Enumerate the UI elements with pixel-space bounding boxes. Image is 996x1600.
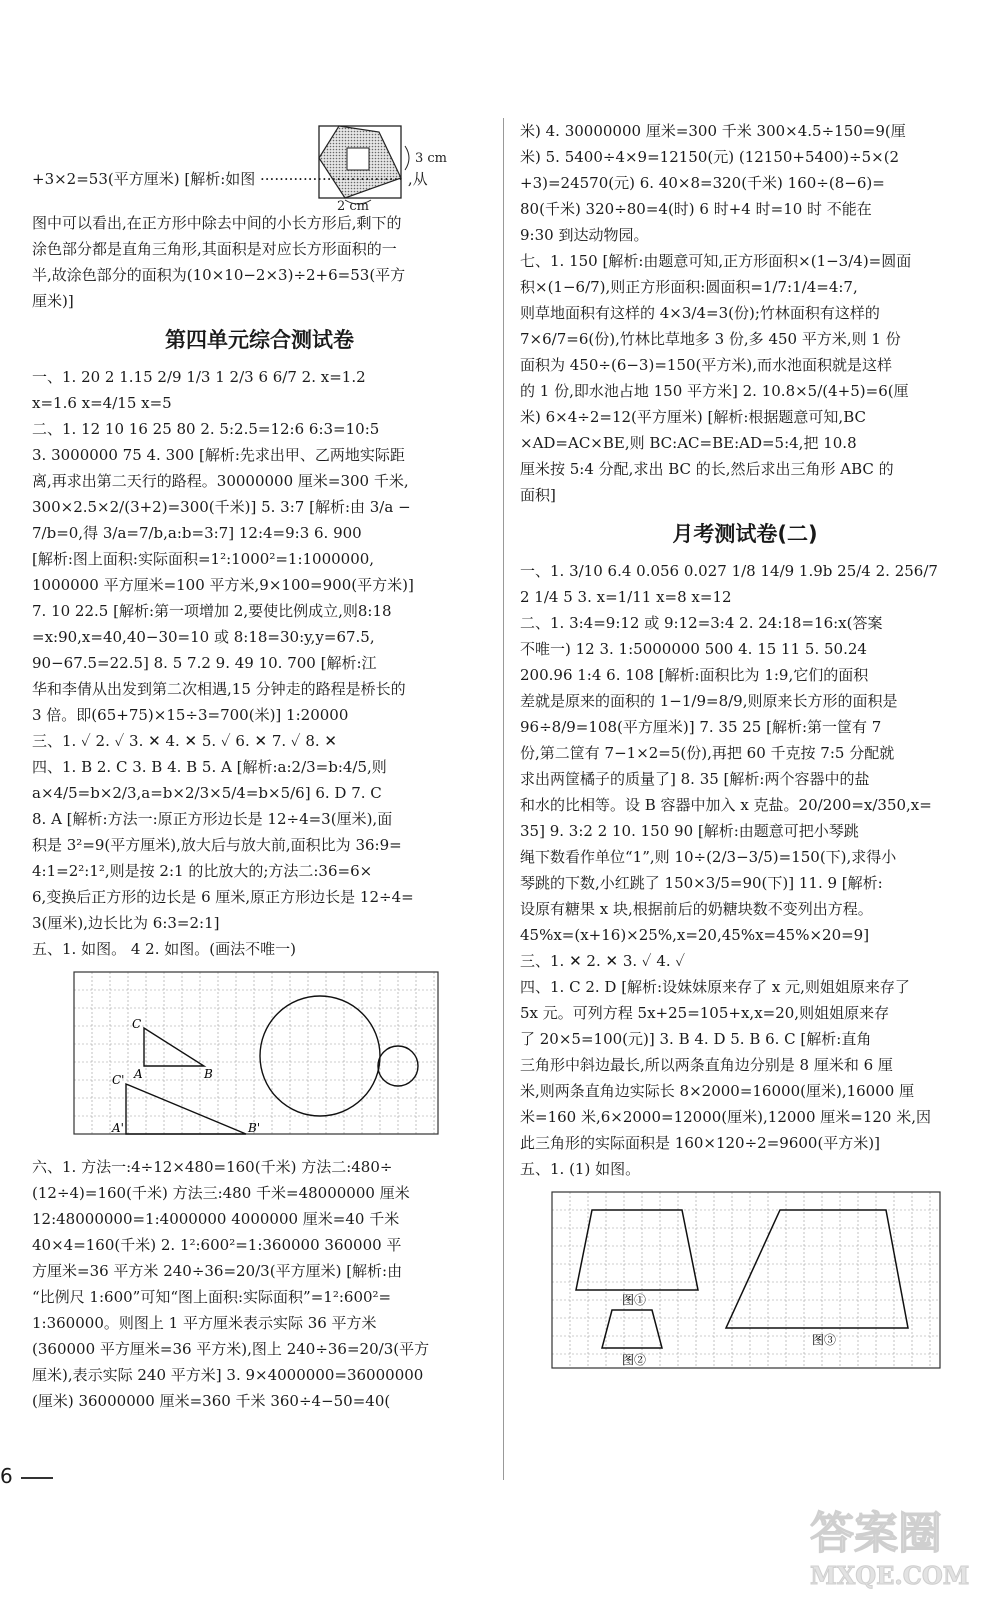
- text-line: 7/b=0,得 3/a=7/b,a:b=3:7] 12:4=9:3 6. 900: [32, 524, 362, 542]
- text-line: 45%x=(x+16)×25%,x=20,45%x=45%×20=9]: [520, 926, 870, 944]
- text-line: 涂色部分都是直角三角形,其面积是对应长方形面积的一: [32, 240, 397, 258]
- text-line: 3(厘米),边长比为 6:3=2:1]: [32, 914, 220, 932]
- text-line: 8. A [解析:方法一:原正方形边长是 12÷4=3(厘米),面: [32, 810, 393, 828]
- text-line: 琴跳的下数,小红跳了 150×3/5=90(下)] 11. 9 [解析:: [520, 874, 883, 892]
- text-line: 六、1. 方法一:4÷12×480=160(千米) 方法二:480÷: [32, 1158, 393, 1176]
- shaded-square-figure: [32, 118, 487, 210]
- text-line: 35] 9. 3:2 2 10. 150 90 [解析:由题意可把小琴跳: [520, 822, 859, 840]
- left-column: [32, 118, 487, 1414]
- text-line: 面积]: [520, 486, 556, 504]
- square-diagram: [317, 118, 497, 210]
- text-line: 积是 3²=9(平方厘米),放大后与放大前,面积比为 36:9=: [32, 836, 402, 854]
- label-2cm: 2 cm: [337, 199, 370, 210]
- text-line: 设原有糖果 x 块,根据前后的奶糖块数不变列出方程。: [520, 900, 873, 918]
- text-line: 厘米按 5:4 分配,求出 BC 的长,然后求出三角形 ABC 的: [520, 460, 894, 478]
- text-line: 一、1. 20 2 1.15 2/9 1/3 1 2/3 6 6/7 2. x=1.2: [32, 368, 366, 386]
- text-line: 7. 10 22.5 [解析:第一项增加 2,要使比例成立,则8:18: [32, 602, 392, 620]
- text-line: 和水的比相等。设 B 容器中加入 x 克盐。20/200=x/350,x=: [520, 796, 932, 814]
- label-B-prime: B': [248, 1121, 261, 1135]
- text-line: 四、1. C 2. D [解析:设妹妹原来存了 x 元,则姐姐原来存了: [520, 978, 910, 996]
- text-line: 三、1. ✕ 2. ✕ 3. ✓ 4. ✓: [520, 952, 686, 970]
- text-line: “比例尺 1:600”可知“图上面积:实际面积”=1²:600²=: [32, 1288, 392, 1306]
- text-line: =x:90,x=40,40−30=10 或 8:18=30:y,y=67.5,: [32, 628, 375, 646]
- text-line: 三角形中斜边最长,所以两条直角边分别是 8 厘米和 6 厘: [520, 1056, 893, 1074]
- text-line: 此三角形的实际面积是 160×120÷2=9600(平方米)]: [520, 1134, 881, 1152]
- text-line: 2 1/4 5 3. x=1/11 x=8 x=12: [520, 588, 732, 606]
- text-line: 3. 3000000 75 4. 300 [解析:先求出甲、乙两地实际距: [32, 446, 405, 464]
- text-line: 80(千米) 320÷80=4(时) 6 时+4 时=10 时 不能在: [520, 200, 872, 218]
- text-line: 厘米)]: [32, 292, 74, 310]
- text-line: 3 倍。即(65+75)×15÷3=700(米)] 1:20000: [32, 706, 349, 724]
- label-C: C: [132, 1017, 142, 1031]
- text-line: 则草地面积有这样的 4×3/4=3(份);竹林面积有这样的: [520, 304, 880, 322]
- text-line: 米) 4. 30000000 厘米=300 千米 300×4.5÷150=9(厘: [520, 122, 906, 140]
- text-line: 五、1. (1) 如图。: [520, 1160, 641, 1178]
- label-A: A: [134, 1067, 143, 1081]
- page-number: 6: [0, 1464, 53, 1488]
- text-line: 面积为 450÷(6−3)=150(平方米),而水池面积就是这样: [520, 356, 892, 374]
- text-line: 五、1. 如图。 4 2. 如图。(画法不唯一): [32, 940, 296, 958]
- right-column: [520, 118, 970, 1384]
- text-line: 米=160 米,6×2000=12000(厘米),12000 厘米=120 米,因: [520, 1108, 931, 1126]
- text-line: x=1.6 x=4/15 x=5: [32, 394, 172, 412]
- text-line: 方厘米=36 平方米 240÷36=20/3(平方厘米) [解析:由: [32, 1262, 403, 1280]
- text-line: 二、1. 12 10 16 25 80 2. 5:2.5=12:6 6:3=10:5: [32, 420, 380, 438]
- grid-diagram-left: [72, 970, 442, 1140]
- label-fig2: 图②: [622, 1353, 647, 1367]
- text-line: 积×(1−6/7),则正方形面积:圆面积=1/7:1/4=4:7,: [520, 278, 858, 296]
- label-fig3: 图③: [812, 1333, 837, 1347]
- text-line: 厘米),表示实际 240 平方米] 3. 9×4000000=36000000: [32, 1366, 424, 1384]
- text-line: 四、1. B 2. C 3. B 4. B 5. A [解析:a:2/3=b:4/5,则: [32, 758, 387, 776]
- label-fig1: 图①: [622, 1293, 647, 1307]
- text-line: 1:360000。则图上 1 平方厘米表示实际 36 平方米: [32, 1314, 377, 1332]
- text-line: 96÷8/9=108(平方厘米)] 7. 35 25 [解析:第一筐有 7: [520, 718, 882, 736]
- text-line: (360000 平方厘米=36 平方米),图上 240÷36=20/3(平方: [32, 1340, 430, 1358]
- text-line: 的 1 份,即水池占地 150 平方米] 2. 10.8×5/(4+5)=6(厘: [520, 382, 909, 400]
- text-line: 三、1. ✓ 2. ✓ 3. ✕ 4. ✕ 5. ✓ 6. ✕ 7. ✓ 8. ✕: [32, 732, 337, 750]
- text-line: 9:30 到达动物园。: [520, 226, 649, 244]
- section-title-monthly-test: 月考测试卷(二): [672, 522, 818, 546]
- text-line: [解析:图上面积:实际面积=1²:1000²=1:1000000,: [32, 550, 375, 568]
- watermark-graphic: [802, 1492, 982, 1592]
- text-line: 图中可以看出,在正方形中除去中间的小长方形后,剩下的: [32, 214, 402, 232]
- text-line: 米) 5. 5400÷4×9=12150(元) (12150+5400)÷5×(2: [520, 148, 900, 166]
- text-line: a×4/5=b×2/3,a=b×2/3×5/4=b×5/6] 6. D 7. C: [32, 784, 382, 802]
- section-title-unit4: 第四单元综合测试卷: [165, 328, 354, 352]
- text-line: +3)=24570(元) 6. 40×8=320(千米) 160÷(8−6)=: [520, 174, 885, 192]
- text-line: 了 20×5=100(元)] 3. B 4. D 5. B 6. C [解析:直角: [520, 1030, 872, 1048]
- label-C-prime: C': [112, 1073, 125, 1087]
- watermark-title: 答案圈: [810, 1508, 942, 1559]
- text-line: +3×2=53(平方厘米) [解析:如图 ······························ ,从: [32, 170, 428, 188]
- text-line: 300×2.5×2/(3+2)=300(千米)] 5. 3:7 [解析:由 3/a −: [32, 498, 411, 516]
- text-line: 5x 元。可列方程 5x+25=105+x,x=20,则姐姐原来存: [520, 1004, 890, 1022]
- text-line: ×AD=AC×BE,则 BC:AC=BE:AD=5:4,把 10.8: [520, 434, 857, 452]
- text-line: 200.96 1:4 6. 108 [解析:面积比为 1:9,它们的面积: [520, 666, 869, 684]
- text-line: 绳下数看作单位“1”,则 10÷(2/3−3/5)=150(下),求得小: [520, 848, 897, 866]
- text-line: (12÷4)=160(千米) 方法三:480 千米=48000000 厘米: [32, 1184, 410, 1202]
- text-line: 差就是原来的面积的 1−1/9=8/9,则原来长方形的面积是: [520, 692, 898, 710]
- label-B: B: [204, 1067, 213, 1081]
- text-line: 半,故涂色部分的面积为(10×10−2×3)÷2+6=53(平方: [32, 266, 406, 284]
- text-line: 离,再求出第二天行的路程。30000000 厘米=300 千米,: [32, 472, 409, 490]
- text-line: 不唯一) 12 3. 1:5000000 500 4. 15 11 5. 50.24: [520, 640, 867, 658]
- text-line: 6,变换后正方形的边长是 6 厘米,原正方形边长是 12÷4=: [32, 888, 414, 906]
- grid-diagram-right: [550, 1190, 942, 1370]
- column-divider: [503, 118, 504, 1480]
- text-line: 份,第二筐有 7−1×2=5(份),再把 60 千克按 7:5 分配就: [520, 744, 895, 762]
- text-line: 一、1. 3/10 6.4 0.056 0.027 1/8 14/9 1.9b 25/4 2. 256/7: [520, 562, 938, 580]
- triangle-circle-grid-figure: [72, 970, 487, 1144]
- label-A-prime: A': [112, 1121, 124, 1135]
- trapezoid-grid-figure: [550, 1190, 970, 1374]
- text-line: 90−67.5=22.5] 8. 5 7.2 9. 49 10. 700 [解析:江: [32, 654, 377, 672]
- text-line: 二、1. 3:4=9:12 或 9:12=3:4 2. 24:18=16:x(答案: [520, 614, 883, 632]
- text-line: 12:48000000=1:4000000 4000000 厘米=40 千米: [32, 1210, 400, 1228]
- text-line: 40×4=160(千米) 2. 1²:600²=1:360000 360000 平: [32, 1236, 402, 1254]
- text-line: 4:1=2²:1²,则是按 2:1 的比放大的;方法二:36=6×: [32, 862, 373, 880]
- text-line: (厘米) 36000000 厘米=360 千米 360÷4−50=40(: [32, 1392, 391, 1410]
- text-line: 7×6/7=6(份),竹林比草地多 3 份,多 450 平方米,则 1 份: [520, 330, 901, 348]
- text-line: 求出两筐橘子的质量了] 8. 35 [解析:两个容器中的盐: [520, 770, 870, 788]
- label-3cm: 3 cm: [415, 151, 448, 166]
- text-line: 米) 6×4÷2=12(平方厘米) [解析:根据题意可知,BC: [520, 408, 866, 426]
- text-line: 1000000 平方厘米=100 平方米,9×100=900(平方米)]: [32, 576, 414, 594]
- text-line: 七、1. 150 [解析:由题意可知,正方形面积×(1−3/4)=圆面: [520, 252, 912, 270]
- text-line: 华和李倩从出发到第二次相遇,15 分钟走的路程是桥长的: [32, 680, 406, 698]
- watermark-logo: [802, 1492, 982, 1592]
- text-line: 米,则两条直角边实际长 8×2000=16000(厘米),16000 厘: [520, 1082, 915, 1100]
- watermark-url: MXQE.COM: [810, 1561, 970, 1590]
